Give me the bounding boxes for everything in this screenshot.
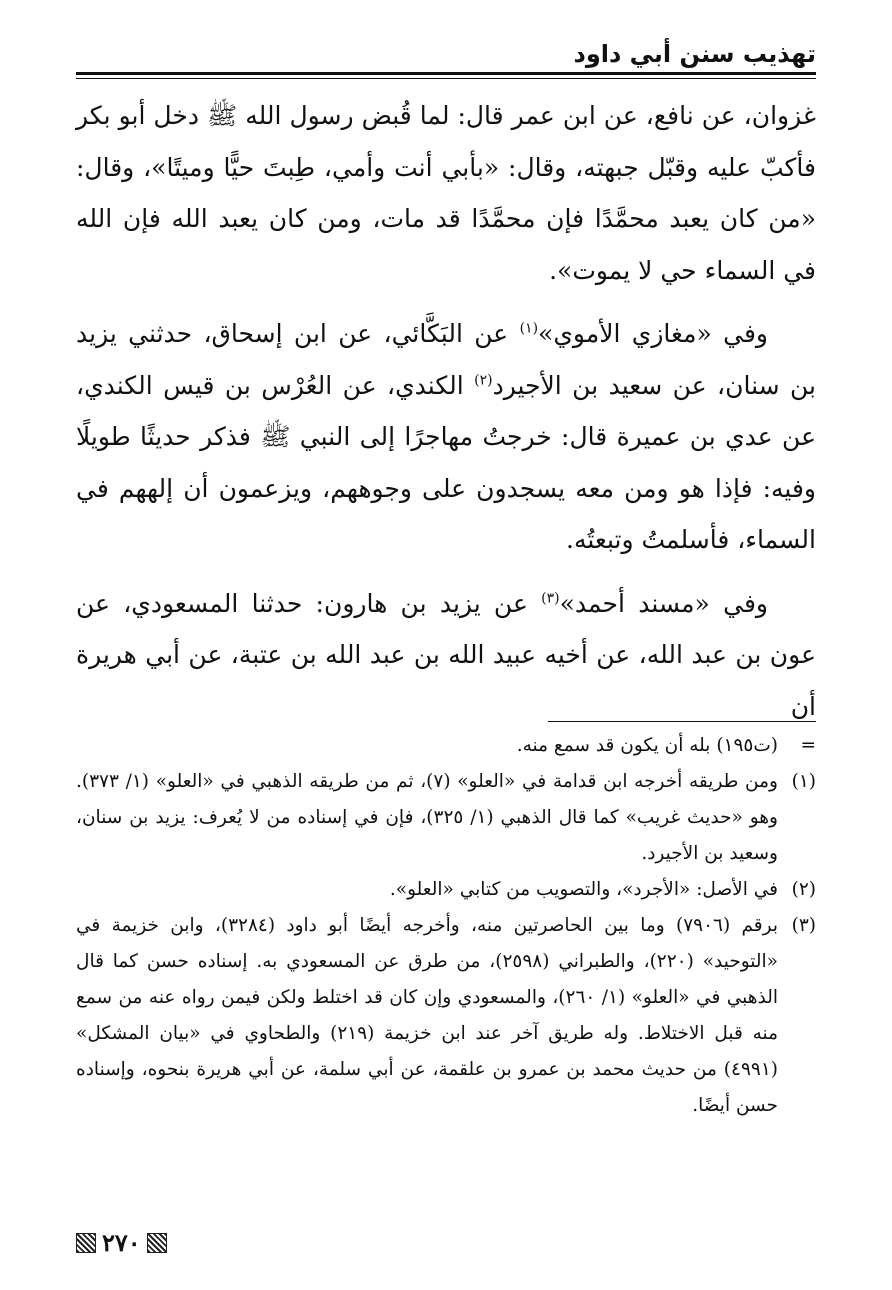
paragraph-3-start: وفي «مسند أحمد» [559, 588, 768, 618]
main-text [76, 90, 816, 744]
paragraph-3-end: عن يزيد بن هارون: حدثنا المسعودي، عن عون بن عبد الله، عن أخيه عبيد الله بن عبد الله بن عتبة، عن أبي هريرة أن [76, 588, 816, 721]
paragraph-3 [76, 578, 816, 733]
footnote-marker: = [800, 735, 816, 756]
footnote-number: (١) [791, 771, 816, 792]
paragraph-2 [76, 308, 816, 566]
footnote-ref-1[interactable]: (١) [519, 320, 539, 337]
square-ornament-icon [76, 1233, 96, 1253]
footnote-text: ومن طريقه أخرجه ابن قدامة في «العلو» (٧)، ثم من طريقه الذهبي في «العلو» (١/ ٣٧٣). وهو «حديث غريب» كما قال الذهبي (١/ ٣٢٥)، فإن في إسناده من لا يُعرف: يزيد بن سنان، وسعيد بن الأجيرد. [76, 771, 778, 864]
footnote-separator [548, 721, 816, 722]
footnote-3 [76, 908, 816, 1124]
footnote-text: (ت١٩٥) بله أن يكون قد سمع منه. [516, 735, 778, 756]
page-folio [76, 1228, 167, 1257]
header-rule [76, 72, 816, 79]
footnote-ref-2[interactable]: (٢) [474, 372, 493, 389]
page-number: ٢٧٠ [102, 1228, 141, 1257]
footnote-number: (٢) [791, 879, 816, 900]
paragraph-2-start: وفي «مغازي الأموي» [538, 319, 768, 348]
footnotes [76, 728, 816, 1124]
footnote-continuation [76, 728, 816, 764]
square-ornament-icon [147, 1233, 167, 1253]
paragraph-2-end: الكندي، عن العُرْس بن قيس الكندي، عن عدي بن عميرة قال: خرجتُ مهاجرًا إلى النبي ﷺ فذكر حديثًا طويلًا وفيه: فإذا هو ومن معه يسجدون على وجوههم، ويزعمون أن إلههم في السماء، فأسلمتُ وتبعتُه. [76, 370, 816, 554]
paragraph-2-middle: عن البَكَّائي، عن ابن إسحاق، حدثني يزيد بن سنان، عن سعيد بن الأجيرد [76, 319, 817, 400]
footnote-text: في الأصل: «الأجرد»، والتصويب من كتابي «العلو». [389, 879, 778, 900]
running-title: تهذيب سنن أبي داود [573, 40, 816, 68]
paragraph-1: غزوان، عن نافع، عن ابن عمر قال: لما قُبض رسول الله ﷺ دخل أبو بكر فأكبّ عليه وقبّل جبهته، وقال: «بأبي أنت وأمي، طِبتَ حيًّا وميتًا»، وقال: «من كان يعبد محمَّدًا فإن محمَّدًا قد مات، ومن كان يعبد الله فإن الله في السماء حي لا يموت». [76, 101, 816, 285]
footnote-text: برقم (٧٩٠٦) وما بين الحاصرتين منه، وأخرجه أيضًا أبو داود (٣٢٨٤)، وابن خزيمة في «التوحيد» (٢٢٠)، والطبراني (٢٥٩٨)، من طرق عن المسعودي به. إسناده حسن كما قال الذهبي في «العلو» (١/ ٢٦٠)، والمسعودي وإن كان قد اختلط ولكن فيمن رواه عنه من سمع منه قبل الاختلاط. وله طريق آخر عند ابن خزيمة (٢١٩) والطحاوي في «بيان المشكل» (٤٩٩١) من حديث محمد بن عمرو بن علقمة، عن أبي سلمة، عن أبي هريرة بنحوه، وإسناده حسن أيضًا. [76, 915, 779, 1116]
footnote-2 [76, 872, 816, 908]
footnote-ref-3[interactable]: (٣) [541, 590, 560, 607]
footnote-number: (٣) [791, 915, 816, 936]
footnote-1 [76, 764, 816, 872]
